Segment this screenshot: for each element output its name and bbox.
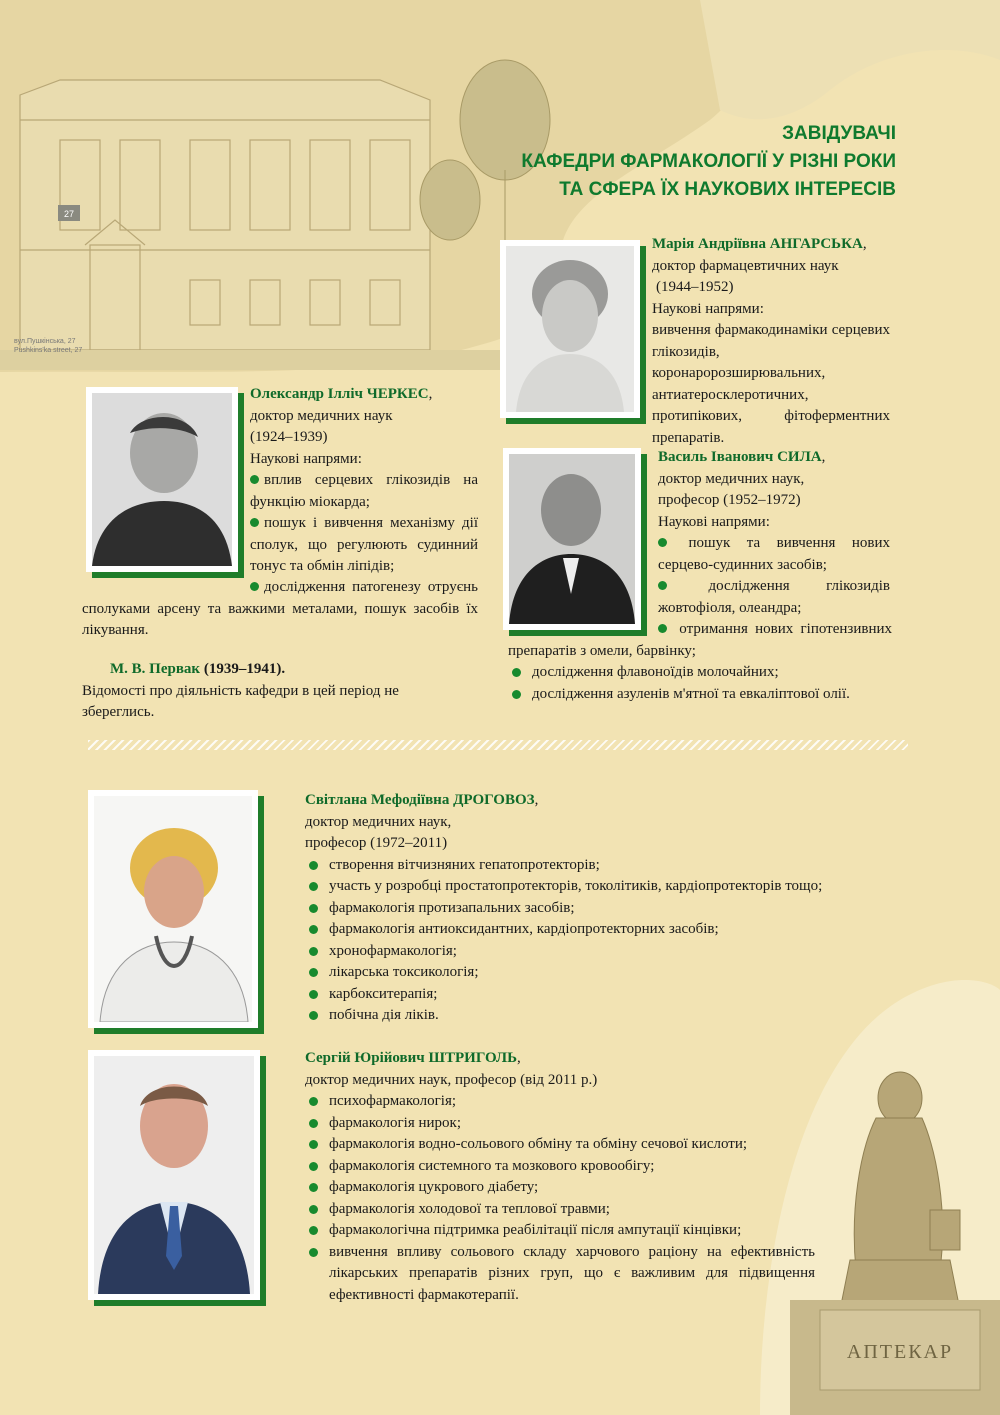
- syla-item-2: дослідження глікозидів жовтофіоля, олеандра;: [658, 578, 890, 616]
- syla-position: професор (1952–1972): [658, 492, 801, 508]
- syla-item-3: отримання нових гіпотензивних препаратів з омели, барвінку;: [508, 621, 893, 659]
- house-number: 27: [63, 209, 75, 219]
- shtrygol-block: Сергій Юрійович ШТРИГОЛЬ, доктор медичних наук, професор (від 2011 р.) психофармакологія; фармакологія нирок; фармакологія водно-сольового обміну та обміну сечової кислоти; фармакологія системного та мозкового кровообігу; фармакологія цукрового діабету; фармакологія холодової та теплової травми; фармакологічна підтримка реабілітації після ампутації кінцівки; вивчення впливу сольового складу харчового раціону на ефективність лікарських препаратів різних груп, що є важливим для підвищення ефективності фармакотерапії.: [305, 1048, 815, 1306]
- cherkes-block: Олександр Ілліч ЧЕРКЕС, доктор медичних наук (1924–1939) Наукові напрями: вплив серцевих глікозидів на функцію міокарда; пошук і вивчення механізму дії сполук, що регулюють судинний тонус та обмін ліпідів;: [250, 384, 478, 578]
- syla-heading: Наукові напрями:: [658, 513, 770, 530]
- cherkes-item-1: вплив серцевих глікозидів на функцію міокарда;: [250, 472, 478, 510]
- drogovoz-item: фармакологія протизапальних засобів;: [305, 898, 905, 920]
- pervak-years: (1939–1941).: [203, 661, 286, 677]
- drogovoz-item: побічна дія ліків.: [305, 1005, 905, 1027]
- pharmacist-monument-illustration: [790, 1060, 1000, 1415]
- pervak-block: [82, 659, 462, 724]
- syla-item-5: дослідження азуленів м'ятної та евкаліптової олії.: [508, 684, 892, 706]
- syla-name: Василь Іванович СИЛА: [658, 449, 822, 465]
- bullet-icon: [658, 581, 667, 590]
- drogovoz-degree: доктор медичних наук,: [305, 813, 452, 830]
- drogovoz-item: створення вітчизняних гепатопротекторів;: [305, 855, 905, 877]
- portrait-man-icon: [509, 454, 635, 624]
- address-ua: вул.Пушкінська, 27: [14, 338, 76, 345]
- cherkes-item-2: пошук і вивчення механізму дії сполук, що регулюють судинний тонус та обмін ліпідів;: [250, 515, 478, 574]
- drogovoz-item: лікарська токсикологія;: [305, 962, 905, 984]
- shtrygol-item: фармакологія системного та мозкового кровообігу;: [305, 1156, 815, 1178]
- angarska-block: Марія Андріївна АНГАРСЬКА, доктор фармацевтичних наук (1944–1952) Наукові напрями: вивчення фармакодинаміки серцевих глікозидів, коронаророзширювальних, антиатеросклеротичних, протипікових, фітоферментних препаратів.: [652, 234, 890, 449]
- shtrygol-item: фармакологія холодової та теплової травми;: [305, 1199, 815, 1221]
- angarska-heading: Наукові напрями:: [652, 300, 764, 317]
- address-en: Pushkins'ka street, 27: [14, 347, 83, 354]
- drogovoz-item: карбокситерапія;: [305, 984, 905, 1006]
- cherkes-degree: доктор медичних наук: [250, 407, 393, 424]
- shtrygol-item: фармакологія нирок;: [305, 1113, 815, 1135]
- bullet-icon: [250, 518, 259, 527]
- cherkes-heading: Наукові напрями:: [250, 450, 362, 467]
- section-divider: [88, 740, 908, 750]
- photo-shtrygol: [88, 1050, 260, 1300]
- photo-drogovoz: [88, 790, 258, 1028]
- shtrygol-item: вивчення впливу сольового складу харчового раціону на ефективність лікарських препаратів різних груп, що є важливим для підвищення ефективності фармакотерапії.: [305, 1242, 815, 1307]
- portrait-man-icon: [92, 393, 232, 566]
- shtrygol-degree: доктор медичних наук, професор (від 2011 р.): [305, 1071, 598, 1088]
- monument-inscription: АПТЕКАР: [846, 1341, 954, 1363]
- pervak-note: Відомості про діяльність кафедри в цей період не збереглись.: [82, 682, 399, 720]
- angarska-name: Марія Андріївна АНГАРСЬКА: [652, 236, 863, 252]
- syla-item-4: дослідження флавоноїдів молочайних;: [508, 662, 892, 684]
- title-line-3: ТА СФЕРА ЇХ НАУКОВИХ ІНТЕРЕСІВ: [559, 179, 896, 200]
- building-illustration: [0, 50, 560, 370]
- photo-angarska: [500, 240, 640, 418]
- angarska-years: (1944–1952): [656, 279, 734, 295]
- drogovoz-item: хронофармакологія;: [305, 941, 905, 963]
- bullet-icon: [250, 582, 259, 591]
- shtrygol-item: фармакологія водно-сольового обміну та обміну сечової кислоти;: [305, 1134, 815, 1156]
- portrait-woman-icon: [506, 246, 634, 412]
- shtrygol-name: Сергій Юрійович ШТРИГОЛЬ: [305, 1050, 517, 1066]
- syla-degree: доктор медичних наук,: [658, 470, 805, 487]
- portrait-man-icon: [94, 1056, 254, 1294]
- cherkes-years: (1924–1939): [250, 429, 328, 445]
- bullet-icon: [658, 624, 667, 633]
- street-address: [14, 337, 82, 355]
- photo-cherkes: [86, 387, 238, 572]
- drogovoz-position: професор (1972–2011): [305, 835, 448, 851]
- angarska-degree: доктор фармацевтичних наук: [652, 257, 839, 274]
- drogovoz-item: участь у розробці простатопротекторів, токолітиків, кардіопротекторів тощо;: [305, 876, 905, 898]
- cherkes-item-3: дослідження патогенезу отруєнь сполуками арсену та важкими металами, пошук засобів їх лікування.: [82, 579, 478, 638]
- photo-syla: [503, 448, 641, 630]
- pervak-name: М. В. Первак: [110, 661, 201, 677]
- shtrygol-item: психофармакологія;: [305, 1091, 815, 1113]
- syla-items-rest: [508, 619, 892, 705]
- portrait-woman-icon: [94, 796, 252, 1022]
- drogovoz-name: Світлана Мефодіївна ДРОГОВОЗ: [305, 792, 535, 808]
- syla-block: Василь Іванович СИЛА, доктор медичних наук, професор (1952–1972) Наукові напрями: пошук та вивчення нових серцево-судинних засобів; дослідження глікозидів жовтофіоля, олеандра;: [658, 447, 890, 619]
- bullet-icon: [658, 538, 667, 547]
- syla-item-1: пошук та вивчення нових серцево-судинних засобів;: [658, 535, 890, 573]
- drogovoz-item: фармакологія антиоксидантних, кардіопротекторних засобів;: [305, 919, 905, 941]
- cherkes-name: Олександр Ілліч ЧЕРКЕС: [250, 386, 429, 402]
- drogovoz-block: Світлана Мефодіївна ДРОГОВОЗ, доктор медичних наук, професор (1972–2011) створення вітчизняних гепатопротекторів; участь у розробці простатопротекторів, токолітиків, кардіопротекторів тощо; фармакологія протизапальних засобів; фармакологія антиоксидантних, кардіопротекторних засобів; хронофармакологія; лікарська токсикологія; карбокситерапія; побічна дія ліків.: [305, 790, 905, 1027]
- page-title: [521, 120, 896, 204]
- title-line-1: ЗАВІДУВАЧІ: [782, 123, 896, 144]
- angarska-text: вивчення фармакодинаміки серцевих глікозидів, коронаророзширювальних, антиатеросклеротичних, протипікових, фітоферментних препаратів.: [652, 322, 890, 446]
- shtrygol-item: фармакологія цукрового діабету;: [305, 1177, 815, 1199]
- shtrygol-item: фармакологічна підтримка реабілітації після ампутації кінцівки;: [305, 1220, 815, 1242]
- title-line-2: КАФЕДРИ ФАРМАКОЛОГІЇ У РІЗНІ РОКИ: [521, 151, 896, 172]
- bullet-icon: [250, 475, 259, 484]
